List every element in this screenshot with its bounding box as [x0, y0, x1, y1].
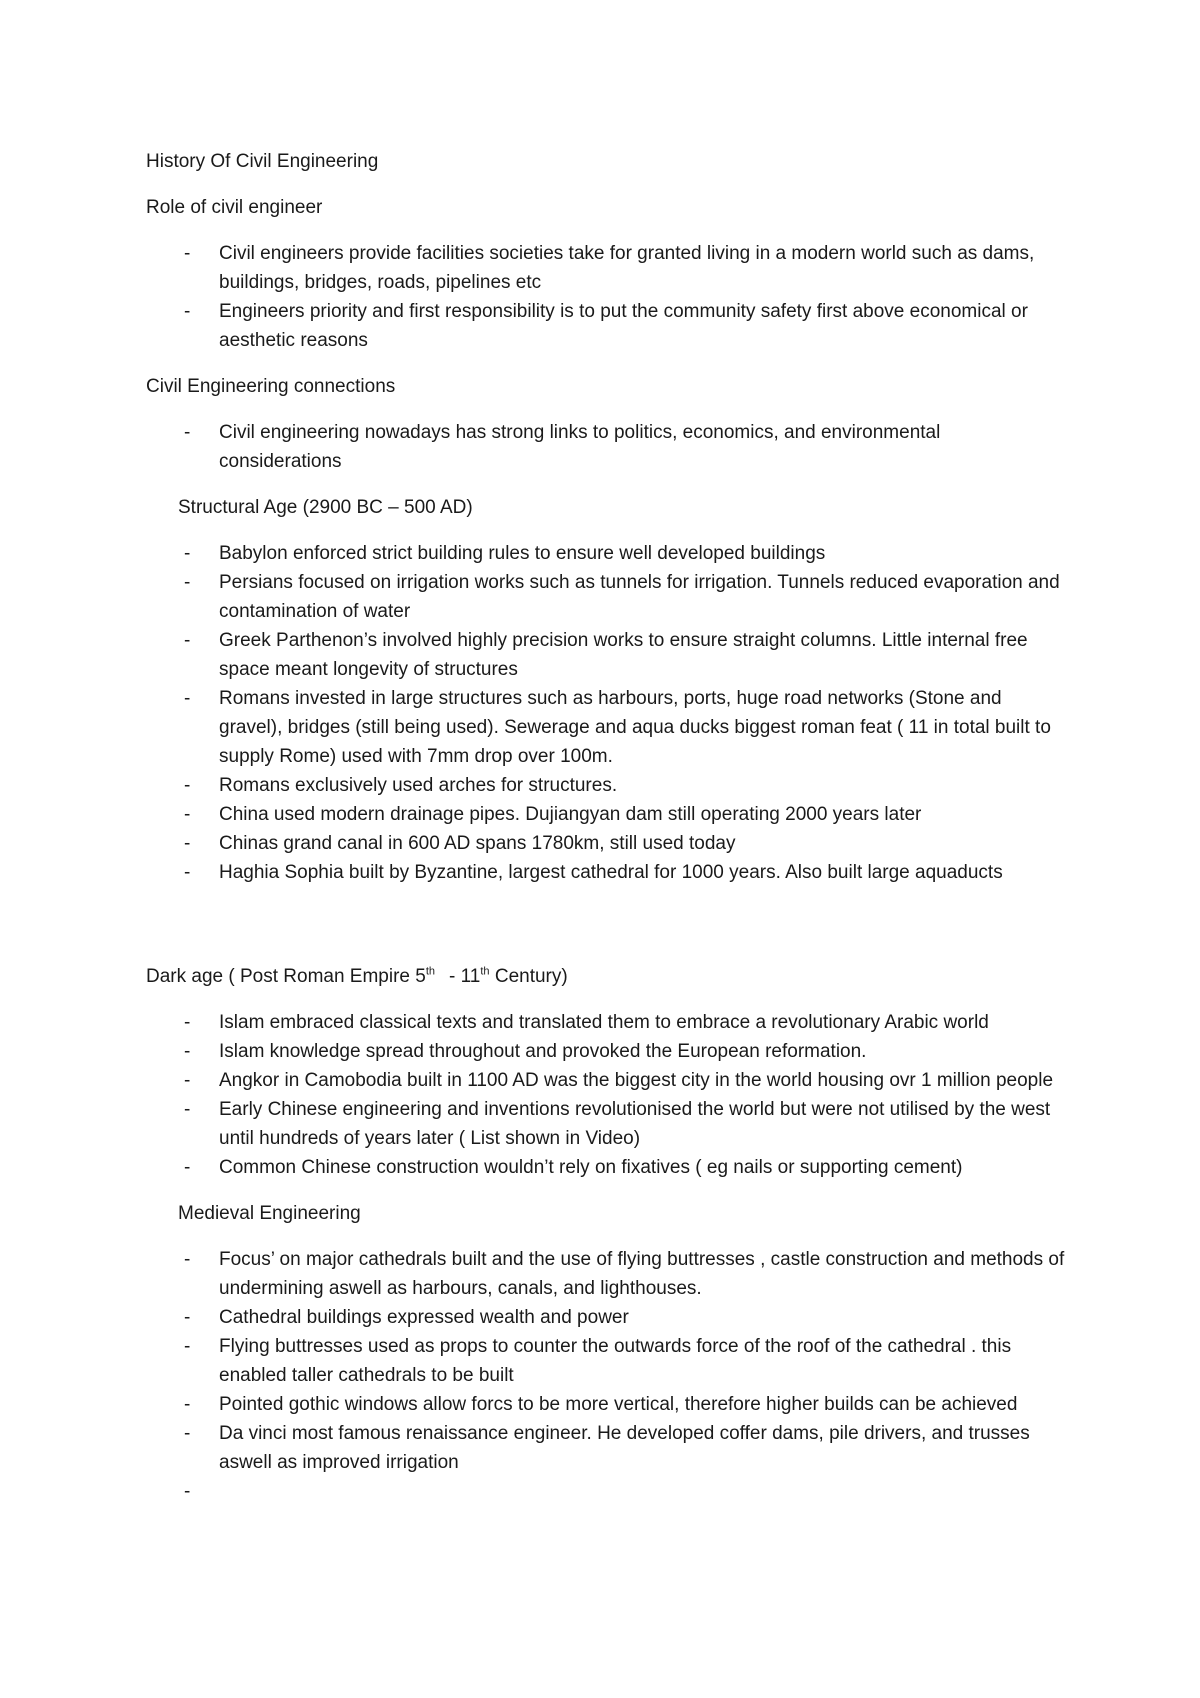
structural-age-heading: Structural Age (2900 BC – 500 AD) [178, 497, 473, 518]
dash-bullet: - [184, 804, 191, 825]
dash-bullet: - [184, 1070, 191, 1091]
dash-bullet: - [184, 422, 191, 443]
list-item [146, 1332, 1066, 1390]
dash-bullet: - [184, 1423, 191, 1444]
list-item-text: Common Chinese construction wouldn’t rely on fixatives ( eg nails or supporting cement) [219, 1157, 963, 1178]
list-item-text: Civil engineering nowadays has strong links to politics, economics, and environmental considerations [219, 422, 941, 472]
list-item [146, 829, 1066, 858]
dash-bullet: - [184, 630, 191, 651]
dash-bullet: - [184, 543, 191, 564]
list-item [146, 626, 1066, 684]
list-item-text: Engineers priority and first responsibility is to put the community safety first above economical or aesthetic reasons [219, 301, 1028, 351]
list-item-text: Focus’ on major cathedrals built and the use of flying buttresses , castle construction and methods of undermining aswell as harbours, canals, and lighthouses. [219, 1249, 1065, 1299]
dash-bullet: - [184, 243, 191, 264]
connections-heading: Civil Engineering connections [146, 376, 396, 397]
superscript-th: th [480, 965, 490, 978]
list-item-text: Chinas grand canal in 600 AD spans 1780km, still used today [219, 833, 736, 854]
list-item [146, 1095, 1066, 1153]
dash-bullet: - [184, 775, 191, 796]
list-item [146, 1477, 1066, 1506]
dash-bullet: - [184, 1041, 191, 1062]
list-item [146, 239, 1066, 297]
dash-bullet: - [184, 1249, 191, 1270]
list-item-text: Islam knowledge spread throughout and provoked the European reformation. [219, 1041, 867, 1062]
dash-bullet: - [184, 1012, 191, 1033]
dash-bullet: - [184, 301, 191, 322]
list-item-text: Da vinci most famous renaissance engineer. He developed coffer dams, pile drivers, and trusses aswell as improved irrigation [219, 1423, 1030, 1473]
medieval-list [146, 1245, 1066, 1506]
list-item [146, 684, 1066, 771]
dash-bullet: - [184, 1394, 191, 1415]
list-item [146, 1066, 1066, 1095]
dash-bullet: - [184, 1099, 191, 1120]
list-item [146, 1037, 1066, 1066]
list-item [146, 800, 1066, 829]
list-item-text: Romans invested in large structures such as harbours, ports, huge road networks (Stone and gravel), bridges (still being used). Sewerage and aqua ducks biggest roman feat ( 11 in total built to supply Rome) used with 7mm drop over 100m. [219, 688, 1051, 767]
list-item [146, 568, 1066, 626]
list-item-text: Persians focused on irrigation works such as tunnels for irrigation. Tunnels reduced evaporation and contamination of water [219, 572, 1060, 622]
superscript-th: th [425, 965, 436, 978]
list-item [146, 297, 1066, 355]
list-item-text: Pointed gothic windows allow forcs to be more vertical, therefore higher builds can be achieved [219, 1394, 1018, 1415]
role-heading: Role of civil engineer [146, 197, 323, 218]
list-item-text: Babylon enforced strict building rules to ensure well developed buildings [219, 543, 826, 564]
blank-space [146, 904, 1066, 962]
list-item-text: Greek Parthenon’s involved highly precision works to ensure straight columns. Little internal free space meant longevity of structures [219, 630, 1028, 680]
list-item-text: Angkor in Camobodia built in 1100 AD was the biggest city in the world housing ovr 1 million people [219, 1070, 1054, 1091]
dash-bullet: - [184, 1307, 191, 1328]
list-item-text: Flying buttresses used as props to counter the outwards force of the roof of the cathedral . this enabled taller cathedrals to be built [219, 1336, 1012, 1386]
role-list [146, 239, 1066, 355]
medieval-heading: Medieval Engineering [178, 1203, 361, 1224]
dark-age-heading-prefix: Dark age ( Post Roman Empire 5 [146, 966, 426, 987]
dash-bullet: - [184, 1481, 191, 1502]
dash-bullet: - [184, 1157, 191, 1178]
dark-age-list [146, 1008, 1066, 1182]
list-item [146, 1245, 1066, 1303]
connections-list [146, 418, 1066, 476]
list-item [146, 1153, 1066, 1182]
document-title: History Of Civil Engineering [146, 151, 379, 172]
list-item [146, 771, 1066, 800]
list-item [146, 1390, 1066, 1419]
list-item-text: Early Chinese engineering and inventions revolutionised the world but were not utilised by the west until hundreds of years later ( List shown in Video) [219, 1099, 1051, 1149]
dash-bullet: - [184, 572, 191, 593]
list-item [146, 1419, 1066, 1477]
list-item-text: Islam embraced classical texts and translated them to embrace a revolutionary Arabic world [219, 1012, 989, 1033]
list-item [146, 858, 1066, 887]
dash-bullet: - [184, 688, 191, 709]
list-item-text: Romans exclusively used arches for structures. [219, 775, 618, 796]
list-item-text: China used modern drainage pipes. Dujiangyan dam still operating 2000 years later [219, 804, 922, 825]
list-item-text: Haghia Sophia built by Byzantine, largest cathedral for 1000 years. Also built large aquaducts [219, 862, 1003, 883]
dark-age-heading-middle: - 11 [449, 966, 481, 987]
dark-age-heading-suffix: Century) [489, 966, 568, 987]
list-item-text [219, 1481, 224, 1502]
dark-age-heading [146, 962, 1066, 991]
list-item-text: Cathedral buildings expressed wealth and power [219, 1307, 629, 1328]
dash-bullet: - [184, 833, 191, 854]
list-item [146, 418, 1066, 476]
list-item [146, 539, 1066, 568]
list-item-text: Civil engineers provide facilities societies take for granted living in a modern world such as dams, buildings, bridges, roads, pipelines etc [219, 243, 1035, 293]
list-item [146, 1008, 1066, 1037]
dash-bullet: - [184, 1336, 191, 1357]
list-item [146, 1303, 1066, 1332]
structural-age-list [146, 539, 1066, 887]
dash-bullet: - [184, 862, 191, 883]
document-body [146, 147, 1066, 1523]
